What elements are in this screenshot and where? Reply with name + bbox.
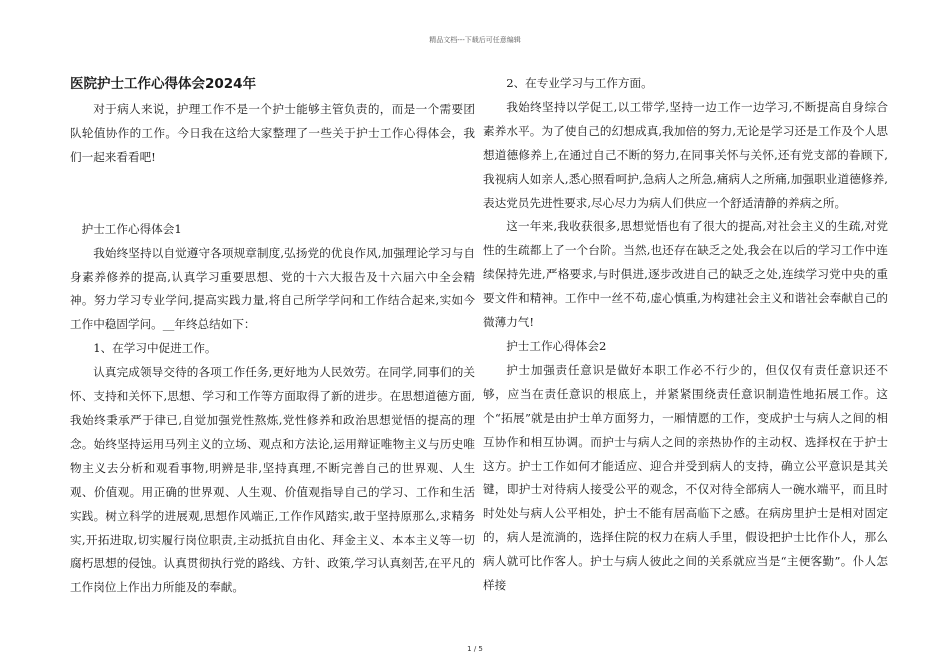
list-heading: 1、在学习中促进工作。: [93, 341, 217, 356]
list-heading: 2、在专业学习与工作方面。: [506, 76, 653, 90]
page-header: 精品文档---下载后可任意编辑: [429, 36, 521, 44]
section-heading-1: 护士工作心得体会1: [81, 221, 182, 236]
body-paragraph: 我始终坚持以自觉遵守各项规章制度,弘扬党的优良作风,加强理论学习与自身素养修养的提高,认真学习重要思想、党的十六大报告及十六届六中全会精神。努力学习专业学问,提高实践力量,将自己所学学问和工作结合起来,实如今工作中稳固学问。__年终总结如下：: [70, 245, 475, 332]
body-paragraph: 这一年来,我收获很多,思想觉悟也有了很大的提高,对社会主义的生疏,对党性的生疏都上了一个台阶。当然,也还存在缺乏之处,我会在以后的学习工作中连续保持先进,严格要求,与时俱进,逐步改进自己的缺乏之处,连续学习党中央的重要文件和精神。工作中一丝不苟,虚心慎重,为构建社会主义和谐社会奉献自己的微薄力气!: [483, 219, 888, 330]
body-paragraph: 护士加强责任意识是做好本职工作必不行少的，但仅仅有责任意识还不够，应当在责任意识的根底上，并紧紧围绕责任意识制造性地拓展工作。这个“拓展”就是由护士单方面努力，一厢情愿的工作，变成护士与病人之间的相互协作和相互协调。而护士与病人之间的亲热协作的主动权、选择权在于护士这方。护士工作如何才能适应、迎合并受到病人的支持，确立公平意识是其关键，即护士对待病人接受公平的观念，不仅对待全部病人一碗水端平，而且时时处处与病人公平相处，护士不能有居高临下之感。在病房里护士是相对固定的，病人是流淌的，选择住院的权力在病人手里，假设把护士比作仆人，那么病人就可比作客人。护士与病人彼此之间的关系就应当是“主便客勤”。仆人怎样接: [483, 362, 888, 593]
right-column: [483, 72, 888, 598]
document-title: 医院护士工作心得体会2024年: [70, 76, 257, 92]
body-paragraph: 我始终坚持以学促工,以工带学,坚持一边工作一边学习,不断提高自身综合素养水平。为了使自己的幻想成真,我加倍的努力,无论是学习还是工作及个人思想道德修养上,在通过自己不断的努力,在同事关怀与关怀,还有党支部的眷顾下,我视病人如亲人,悉心照看呵护,急病人之所急,痛病人之所痛,加强职业道德修养,表达党员先进性要求,尽心尽力为病人们供应一个舒适清静的养病之所。: [483, 99, 888, 210]
intro-paragraph: 对于病人来说，护理工作不是一个护士能够主管负责的，而是一个需要团队轮值协作的工作。今日我在这给大家整理了一些关于护士工作心得体会，我们一起来看看吧!: [70, 102, 475, 164]
left-column: [70, 72, 475, 600]
paragraph-spacer: [70, 170, 475, 218]
section-heading-2: 护士工作心得体会2: [506, 338, 607, 353]
body-paragraph: 认真完成领导交待的各项工作任务,更好地为人民效劳。在同学,同事们的关怀、支持和关怀下,思想、学习和工作等方面取得了新的进步。在思想道德方面,我始终秉承严于律已,自觉加强党性熬炼,党性修养和政治思想觉悟的提高的理念。始终坚持运用马列主义的立场、观点和方法论,运用辩证唯物主义与历史唯物主义去分析和观看事物,明辨是非,坚持真理,不断完善自己的世界观、人生观、价值观。用正确的世界观、人生观、价值观指导自己的学习、工作和生活实践。树立科学的进展观,思想作风端正,工作作风踏实,敢于坚持原那么,求精务实,开拓进取,切实履行岗位职责,主动抵抗自由化、拜金主义、本本主义等一切腐朽思想的侵蚀。认真贯彻执行党的路线、方针、政策,学习认真刻苦,在平凡的工作岗位上作出力所能及的奉献。: [70, 365, 475, 595]
page-number: 1 / 5: [467, 645, 483, 653]
